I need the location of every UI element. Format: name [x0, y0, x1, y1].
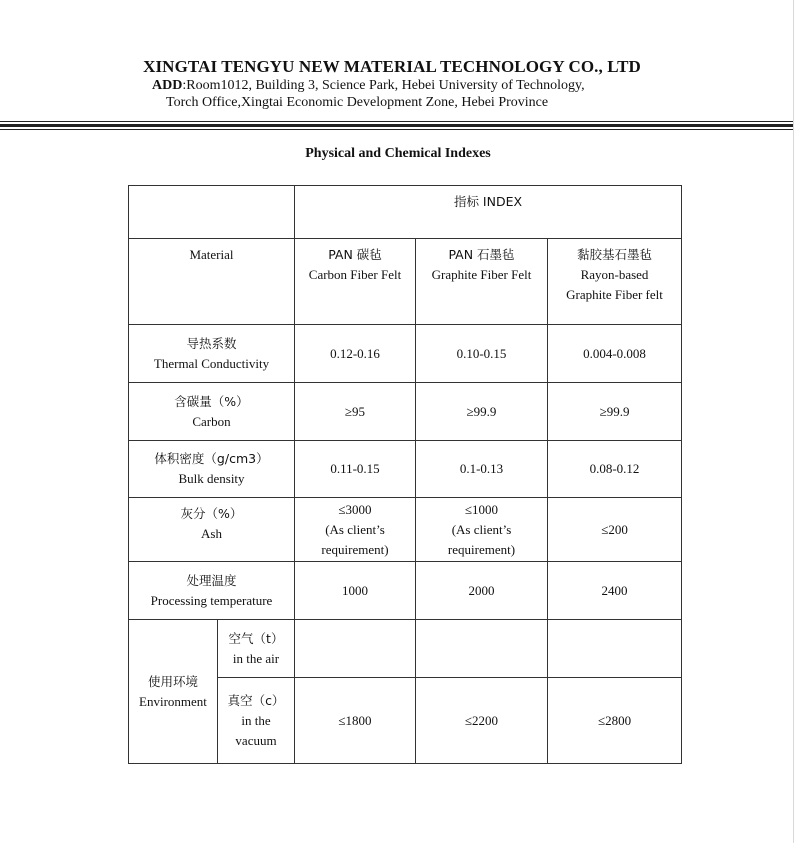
table-row: [129, 441, 682, 498]
air-label-en: in the air: [232, 650, 280, 666]
index-table: [128, 185, 682, 764]
material-label-cell: [129, 239, 295, 325]
row-label-cn: 处理温度: [186, 572, 237, 588]
value-line: ≤1000: [464, 501, 499, 517]
material-col-3-en: Rayon-based: [580, 267, 649, 282]
material-col-1-en: Carbon Fiber Felt: [308, 267, 402, 282]
value-cell: 0.10-0.15: [416, 325, 548, 383]
value-cell: ≥95: [295, 383, 416, 441]
row-label-cn: 含碳量（%）: [174, 393, 249, 409]
index-header: 指标 INDEX: [453, 194, 523, 209]
material-col-2-cn: PAN 石墨毡: [448, 247, 515, 262]
company-name-text: XINGTAI TENGYU NEW MATERIAL TECHNOLOGY CO., LTD: [143, 57, 641, 76]
table-header-row: [129, 186, 682, 239]
header-rule-top: [0, 121, 793, 122]
material-col-3-cn: 黏胶基石墨毡: [577, 247, 653, 262]
corner-cell: [129, 186, 295, 239]
air-label-cn: 空气（t）: [228, 630, 284, 646]
row-label-cn: 体积密度（g/cm3）: [154, 451, 269, 466]
material-col-2-en: Graphite Fiber Felt: [431, 267, 532, 282]
row-label-en: Thermal Conductivity: [153, 355, 270, 371]
row-label-en: Carbon: [192, 413, 231, 429]
row-label-cell: [129, 562, 295, 620]
value-cell: 0.1-0.13: [416, 441, 548, 498]
value-line: requirement): [447, 541, 516, 557]
value-cell: ≤1800: [295, 678, 416, 764]
row-label-en: Bulk density: [178, 471, 245, 486]
value-cell: [548, 620, 682, 678]
environment-label-cn: 使用环境: [147, 673, 198, 689]
value-cell: [416, 620, 548, 678]
value-cell: [295, 620, 416, 678]
value-cell: ≥99.9: [548, 383, 682, 441]
address-label: ADD: [152, 78, 183, 93]
address-line-1-text: :Room1012, Building 3, Science Park, Hebei University of Technology,: [182, 78, 585, 93]
row-label-en: Ash: [201, 526, 222, 541]
row-label-cn: 导热系数: [186, 335, 237, 351]
value-line: (As client’s: [325, 521, 385, 537]
material-row: [129, 239, 682, 325]
value-cell: ≤2200: [416, 678, 548, 764]
row-label-en: Processing temperature: [150, 592, 273, 608]
value-cell: 0.12-0.16: [295, 325, 416, 383]
value-line: ≤3000: [338, 501, 372, 517]
value-cell: ≥99.9: [416, 383, 548, 441]
value-line: ≤200: [601, 521, 628, 537]
value-cell: [548, 498, 682, 562]
environment-label-cell: [129, 620, 218, 764]
value-cell: 0.004-0.008: [548, 325, 682, 383]
value-cell: 2000: [416, 562, 548, 620]
header-rule-bottom: [0, 129, 793, 130]
environment-label-en: Environment: [139, 693, 207, 709]
value-line: requirement): [321, 541, 389, 557]
value-cell: 2400: [548, 562, 682, 620]
material-label: Material: [189, 247, 234, 262]
table-row: [129, 383, 682, 441]
material-col-1-cn: PAN 碳毡: [328, 247, 382, 262]
material-col-3: [548, 239, 682, 325]
row-label-cell: [129, 498, 295, 562]
row-label-cell: [129, 325, 295, 383]
vacuum-label-cn: 真空（c）: [227, 692, 285, 708]
air-label-cell: [218, 620, 295, 678]
environment-air-row: [129, 620, 682, 678]
table-row: [129, 325, 682, 383]
index-header-cell: [295, 186, 682, 239]
address-line-1: [152, 78, 585, 94]
row-label-cn: 灰分（%）: [180, 506, 243, 521]
table-row: [129, 562, 682, 620]
document-title: Physical and Chemical Indexes: [305, 146, 491, 161]
value-cell: 0.11-0.15: [295, 441, 416, 498]
row-label-cell: [129, 441, 295, 498]
value-cell: [416, 498, 548, 562]
value-line: (As client’s: [451, 521, 512, 537]
value-cell: 0.08-0.12: [548, 441, 682, 498]
vacuum-label-en1: in the: [241, 712, 271, 728]
value-cell: [295, 498, 416, 562]
value-cell: ≤2800: [548, 678, 682, 764]
address-line-2: Torch Office,Xingtai Economic Development Zone, Hebei Province: [166, 95, 549, 110]
header-rule-thick: [0, 124, 793, 127]
row-label-cell: [129, 383, 295, 441]
material-col-3-en2: Graphite Fiber felt: [566, 287, 663, 302]
vacuum-label-cell: [218, 678, 295, 764]
value-cell: 1000: [295, 562, 416, 620]
material-col-2: [416, 239, 548, 325]
table-row: [129, 498, 682, 562]
company-name: [0, 57, 796, 77]
vacuum-label-en2: vacuum: [235, 732, 277, 748]
material-col-1: [295, 239, 416, 325]
